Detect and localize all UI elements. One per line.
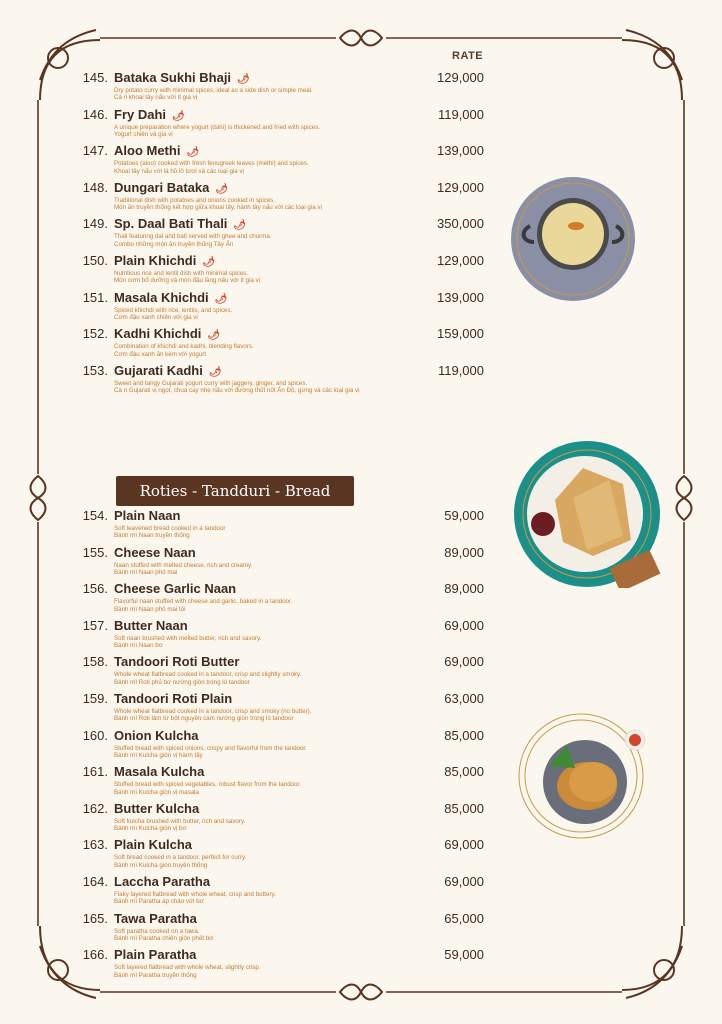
item-name [114,728,199,743]
chili-icon: 🌶 [172,110,185,122]
chili-icon: 🌶 [207,330,221,342]
item-number: 162. [82,800,108,816]
item-description-en: Potatoes (aloo) cooked with fresh fenugreek leaves (methi) and spices. [114,160,309,168]
item-description-en: Traditional dish with potatoes and onions cooked in spices. [114,196,276,204]
item-name [114,801,199,816]
item-number: 160. [82,727,108,743]
item-description-vi: Bánh mì Kulcha giòn vị bơ [114,825,187,833]
item-description-vi: Bánh mì Paratha áp chảo với bơ [114,898,204,906]
item-name [114,290,227,305]
item-name [114,837,192,852]
item-description [114,124,320,139]
item-description-vi: Yogurt chiên và gia vị [114,131,173,138]
item-number: 151. [82,289,108,305]
item-name-text: Fry Dahi [114,106,167,122]
item-number: 156. [82,581,108,597]
kadhi-bowl-image [510,176,636,302]
item-description-en: Soft leavened bread cooked in a tandoor [114,525,226,532]
item-description [114,964,261,979]
item-description [114,87,313,102]
item-description-vi: Cơm đậu xanh ăn kèm với yogurt [114,350,207,358]
item-description-en: Stuffed bread with spiced vegetables, robust flavor from the tandoor. [114,781,301,789]
item-description-en: Soft layered flatbread with whole wheat, slightly crisp. [114,964,261,972]
item-description [114,818,245,833]
item-description-vi: Bánh mì Kulcha giòn vị hành tây [114,752,203,759]
item-name-text: Kadhi Khichdi [114,326,202,342]
item-name [114,326,220,341]
item-description-vi: Cà ri Gujarati vị ngọt, chua cay nhẹ nấu với đường thốt nốt Ấn Độ, gừng và các loại gia vị [114,387,360,395]
item-name-text: Plain Khichdi [114,253,197,268]
chili-icon: 🌶 [233,220,247,232]
item-number: 163. [82,837,108,853]
chili-icon: 🌶 [208,366,222,378]
item-description-en: Soft paratha cooked on a tawa. [114,927,200,935]
item-description [114,891,276,906]
chili-icon: 🌶 [214,293,228,305]
item-name [114,143,199,158]
item-name [114,911,197,926]
item-number: 161. [82,764,108,780]
item-number: 159. [82,691,108,706]
item-name-text: Laccha Paratha [114,874,211,889]
item-description-en: A unique preparation where yogurt (dahi) is thickened and fried with spices. [114,123,321,131]
item-description-vi: Bánh mì Roti làm từ bột nguyên cám nướng giòn trong lò tandoor [114,715,294,723]
item-name [114,107,185,122]
item-description [114,197,322,212]
item-price: 85,000 [444,800,484,816]
item-description-en: Thali featuring dal and bati served with ghee and churma. [114,233,272,241]
item-name-text: Tawa Paratha [114,910,197,926]
item-description-en: Spiced khichdi with rice, lentils, and spices. [114,306,233,314]
item-name [114,70,250,85]
item-number: 147. [82,143,108,159]
item-number: 157. [82,617,108,633]
item-description-en: Soft naan brushed with melted butter, rich and savory. [114,634,262,642]
item-description-vi: Khoai tây nấu với lá hồ lô tươi và các loại gia vị [114,167,244,175]
item-number: 145. [82,70,108,85]
item-name [114,508,180,523]
item-description [114,307,232,322]
item-description-vi: Combo những món ăn truyền thống Tây Ấn [114,240,234,248]
item-description-vi: Bánh mì Roti phủ bơ nướng giòn trong lò tandoor [114,678,250,686]
item-number: 166. [82,947,108,963]
item-description [114,380,359,395]
item-name-text: Tandoori Roti Plain [114,691,233,706]
chili-icon: 🌶 [186,147,200,159]
item-description [114,270,260,285]
item-description [114,562,252,577]
item-description-vi: Món ăn truyền thống kết hợp giữa khoai tây, hành tây nấu với các loại gia vị [114,204,322,212]
item-price: 69,000 [444,617,484,633]
chili-icon: 🌶 [237,74,250,85]
item-description-en: Whole wheat flatbread cooked in a tandoor, crisp and smoky (no butter). [114,708,312,715]
item-description-vi: Bánh mì Paratha chiên giòn phết bơ [114,935,214,942]
item-name-text: Cheese Naan [114,544,196,560]
item-number: 165. [82,910,108,926]
item-name [114,654,239,669]
item-price: 129,000 [437,253,484,268]
item-price: 59,000 [444,947,484,963]
item-description [114,928,213,943]
item-name-text: Masala Khichdi [114,289,209,305]
item-number: 148. [82,179,108,195]
item-description-en: Dry potato curry with minimal spices, ideal as a side dish or simple meal. [114,87,313,94]
item-name-text: Bataka Sukhi Bhaji [114,70,232,85]
item-price: 139,000 [437,289,484,305]
item-description [114,598,292,613]
item-description-vi: Bánh mì Kulcha giòn truyền thống [114,861,208,869]
item-description-en: Combination of khichdi and kadhi, blending flavors. [114,343,254,351]
item-name [114,618,188,633]
item-price: 69,000 [444,874,484,889]
item-number: 149. [82,216,108,232]
item-price: 69,000 [444,837,484,853]
item-name [114,581,236,596]
item-description-vi: Món cơm bổ dưỡng và món đậu lăng nấu với ít gia vị [114,277,260,285]
item-description-vi: Bánh mì Naan bơ [114,642,163,650]
item-name-text: Gujarati Kadhi [114,362,203,378]
item-name-text: Dungari Bataka [114,179,210,195]
item-number: 150. [82,253,108,268]
item-price: 129,000 [437,70,484,85]
item-name-text: Onion Kulcha [114,727,199,743]
item-description [114,233,272,248]
item-name-text: Butter Kulcha [114,800,200,816]
item-price: 119,000 [437,106,484,122]
item-price: 89,000 [444,581,484,597]
item-name [114,253,215,268]
item-description-vi: Bánh mì Kulcha giòn vị masala [114,788,199,796]
item-description-en: Whole wheat flatbread cooked in a tandoor, crisp and slightly smoky. [114,671,302,679]
item-description [114,160,309,175]
item-price: 63,000 [444,691,484,706]
item-name-text: Sp. Daal Bati Thali [114,216,228,232]
item-number: 146. [82,106,108,122]
item-name [114,545,196,560]
item-price: 119,000 [437,362,484,378]
item-name-text: Butter Naan [114,617,188,633]
item-number: 153. [82,362,108,378]
item-description-vi: Bánh mì Naan truyền thống [114,532,190,540]
item-description [114,343,254,358]
item-name-text: Plain Naan [114,508,181,523]
item-description [114,525,225,540]
section-title: Roties - Tandduri - Bread [116,476,354,506]
item-description-en: Flavorful naan stuffed with cheese and garlic, baked in a tandoor. [114,598,293,606]
item-name-text: Cheese Garlic Naan [114,581,237,597]
item-price: 350,000 [437,216,484,232]
naan-plate-image [513,440,661,588]
paratha-plate-image [513,706,659,846]
item-price: 139,000 [437,143,484,159]
item-number: 152. [82,326,108,342]
item-description [114,854,246,869]
item-description-en: Nutritious rice and lentil dish with minimal spices. [114,270,249,277]
item-name-text: Plain Paratha [114,947,197,963]
item-description-vi: Cơm đậu xanh chiên với gia vị [114,314,198,321]
item-number: 155. [82,544,108,560]
item-description-en: Flaky layered flatbread with whole wheat, crisp and buttery. [114,891,276,898]
item-description [114,671,301,686]
item-price: 69,000 [444,654,484,670]
item-description-vi: Bánh mì Paratha truyền thống [114,971,197,979]
item-description-vi: Cà ri khoai tây nấu với ít gia vị [114,94,198,102]
item-price: 89,000 [444,544,484,560]
item-name [114,216,246,231]
item-price: 59,000 [444,508,484,523]
item-description-en: Stuffed bread with spiced onions, crispy and flavorful from the tandoor. [114,744,307,752]
item-name [114,363,222,378]
chili-icon: 🌶 [202,257,216,268]
item-number: 154. [82,508,108,523]
item-name [114,691,232,706]
item-description-vi: Bánh mì Naan phô mai tỏi [114,605,186,613]
item-name [114,180,228,195]
item-name-text: Aloo Methi [114,143,181,159]
item-price: 85,000 [444,764,484,780]
item-description-vi: Bánh mì Naan phô mai [114,569,178,576]
item-name-text: Tandoori Roti Butter [114,654,240,670]
item-name-text: Masala Kulcha [114,764,205,780]
rate-column-header: RATE [452,50,484,62]
item-name [114,874,210,889]
item-description-en: Soft bread cooked in a tandoor, perfect for curry. [114,854,247,862]
item-description [114,781,301,796]
item-name [114,764,204,779]
item-description [114,708,311,723]
item-price: 85,000 [444,727,484,743]
chili-icon: 🌶 [215,183,229,195]
item-name [114,947,196,962]
item-price: 129,000 [437,179,484,195]
item-description-en: Naan stuffed with melted cheese, rich and creamy. [114,561,253,569]
item-description [114,635,261,650]
item-price: 159,000 [437,326,484,342]
item-description-en: Soft kulcha brushed with butter, rich and savory. [114,817,246,825]
item-name-text: Plain Kulcha [114,837,193,853]
item-description-en: Sweet and tangy Gujarati yogurt curry with jaggery, ginger, and spices. [114,379,308,387]
item-price: 65,000 [444,910,484,926]
item-description [114,745,307,760]
item-number: 158. [82,654,108,670]
item-number: 164. [82,874,108,889]
